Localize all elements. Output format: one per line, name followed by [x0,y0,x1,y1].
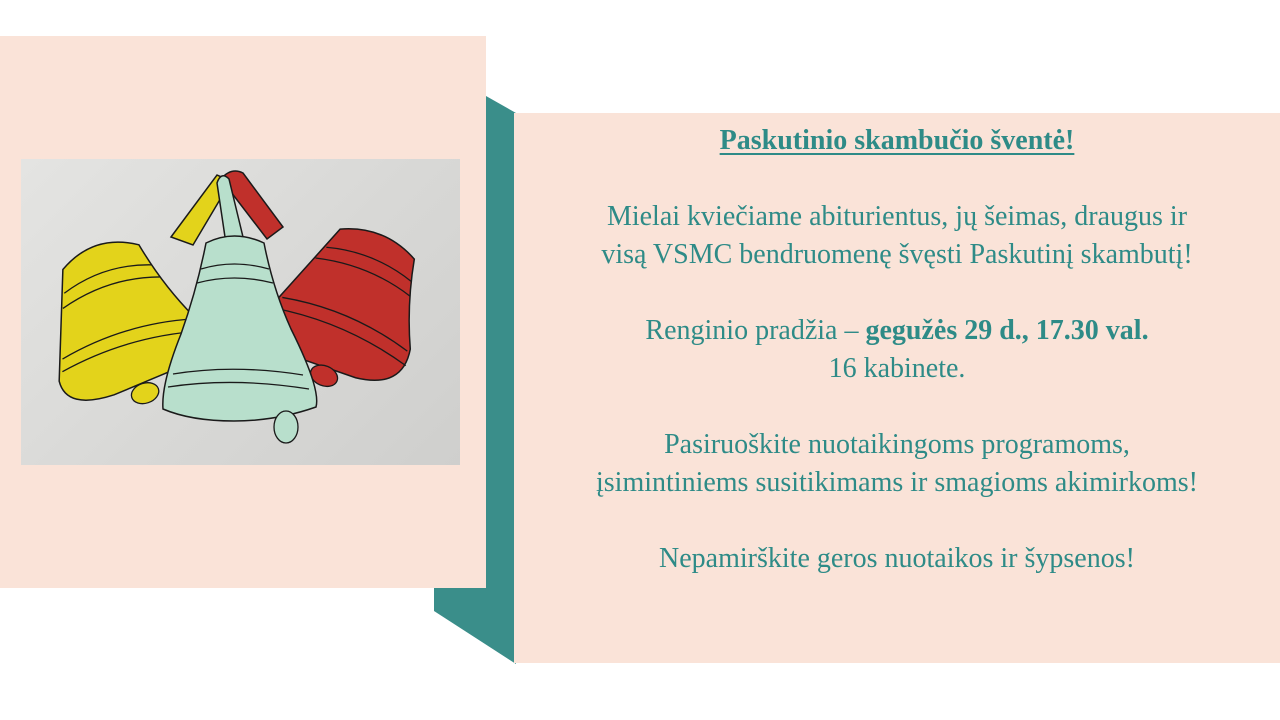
closing-line: Nepamirškite geros nuotaikos ir šypsenos! [659,543,1135,574]
start-line [514,312,1280,350]
right-panel [514,113,1280,663]
event-title: Paskutinio skambučio šventė! [719,125,1075,156]
bells-photo [21,159,460,465]
prepare-line-2: įsimintiniems susitikimams ir smagioms akimirkoms! [596,467,1198,498]
invite-line-2: visą VSMC bendruomenę švęsti Paskutinį skambutį! [601,239,1193,270]
invitation-text [514,113,1280,578]
mint-bell [163,236,317,443]
prepare-line-1: Pasiruoškite nuotaikingoms programoms, [664,429,1130,460]
invite-line-1: Mielai kviečiame abiturientus, jų šeimas, draugus ir [606,201,1188,232]
bells-illustration [21,159,460,465]
location-line: 16 kabinete. [828,353,966,384]
start-prefix: Renginio pradžia – [645,315,866,346]
teal-fold-accent [434,96,516,664]
start-datetime: gegužės 29 d., 17.30 val. [865,315,1149,346]
